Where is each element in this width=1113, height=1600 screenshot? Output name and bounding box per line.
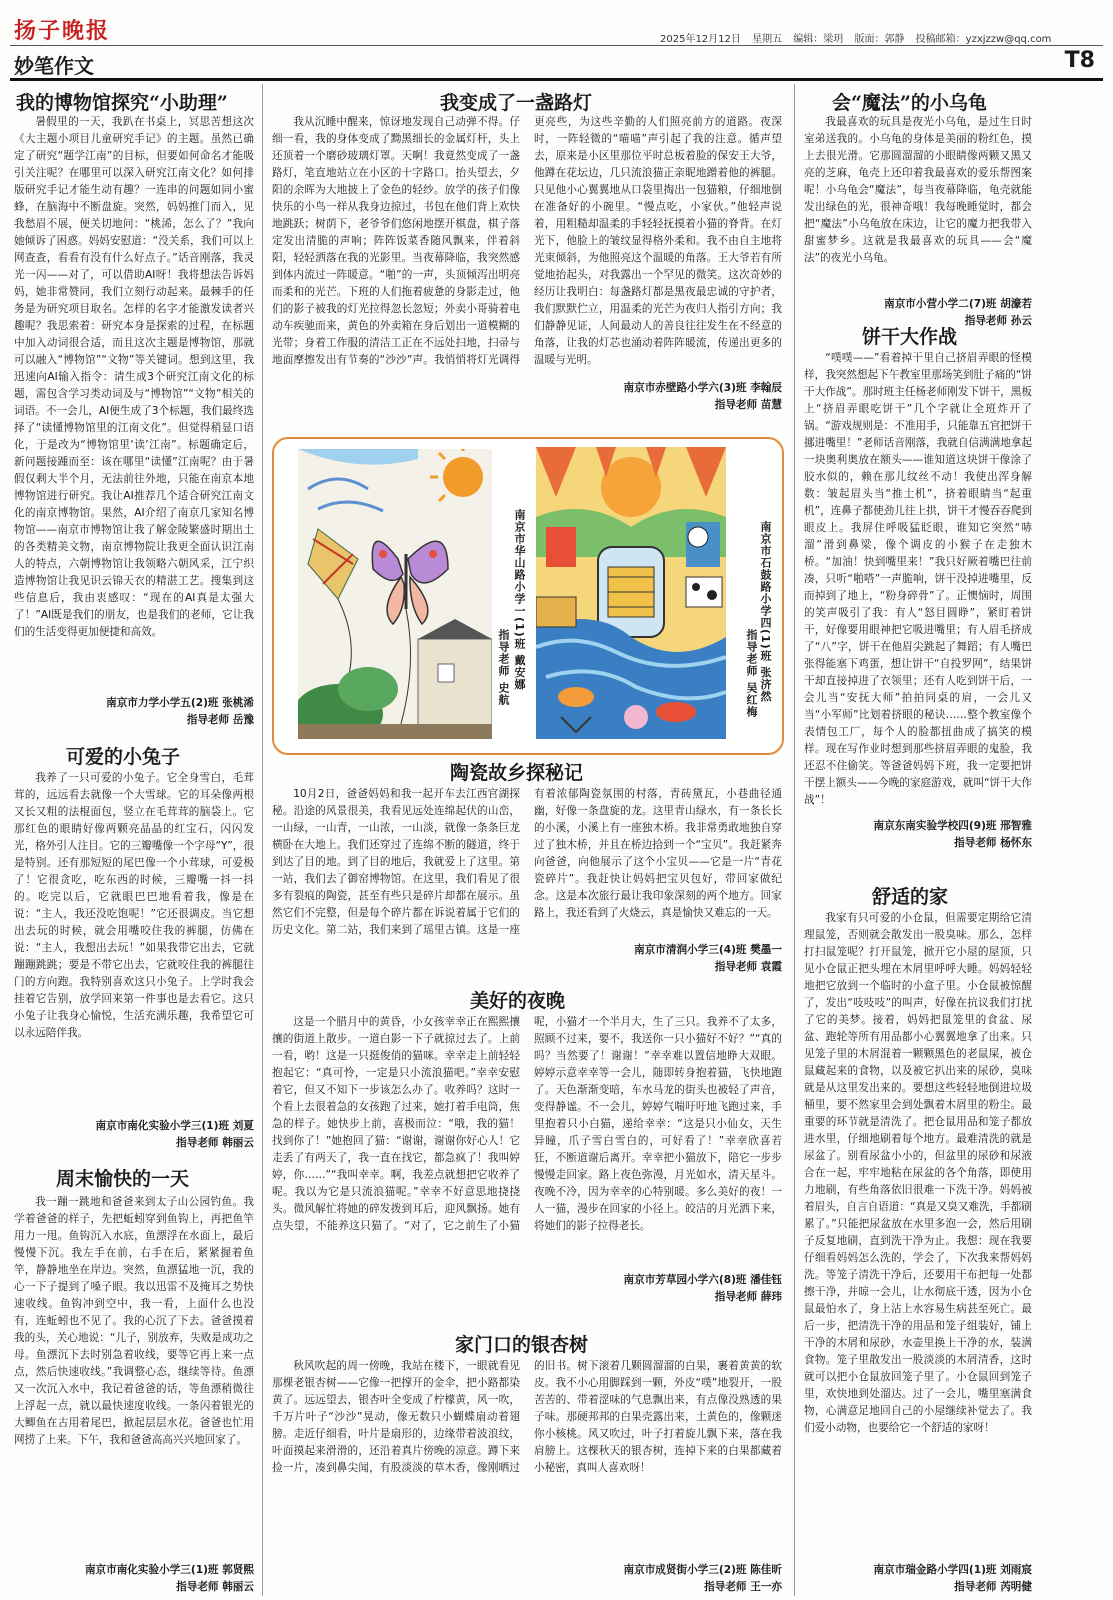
issue-weekday: 星期五 bbox=[752, 34, 783, 45]
article-title: 我变成了一盏路灯 bbox=[440, 92, 593, 114]
article-teacher: 指导老师 韩丽云 bbox=[176, 1581, 254, 1593]
article-teacher: 指导老师 芮明健 bbox=[954, 1581, 1032, 1593]
article-title: 舒适的家 bbox=[872, 886, 949, 908]
article-title: 陶瓷故乡探秘记 bbox=[450, 762, 584, 784]
article-body: 我最喜欢的玩具是夜光小乌龟，是过生日时室弟送我的。小乌龟的身体是美丽的粉红色，摸上去很光滑。它那圆溜溜的小眼睛像两颗又黑又亮的芝麻，龟壳上还印着我最喜欢的爱乐帮图案呢！小乌龟会“魔法”，每当夜幕降临，龟壳就能发出绿色的光，很神奇哦！我每晚睡觉时，都会把“魔法”小乌龟放在床边，让它的魔力把我带入甜蜜梦乡。这就是我最喜欢的玩具——会“魔法”的夜光小乌龟。 bbox=[804, 116, 1032, 264]
article-title: 可爱的小兔子 bbox=[66, 746, 181, 768]
header-rule bbox=[10, 45, 1103, 46]
article-school: 南京市成贤街小学三(2)班 陈佳昕 bbox=[623, 1564, 782, 1576]
article-title: 会“魔法”的小乌龟 bbox=[832, 92, 987, 114]
article-body: 我家有只可爱的小仓鼠，但需要定期给它清理鼠笼，否则就会散发出一股臭味。那么，怎样打扫鼠笼呢？打开鼠笼，掀开它小屋的屋顶，只见小仓鼠正把头埋在木屑里呼呼大睡。妈妈轻轻地把它放到一个临时的小盒子里。小仓鼠被惊醒了，发出“吱吱吱”的叫声，好像在抗议我们打扰了它的美梦。接着，妈妈把鼠笼里的食盆、尿盆、跑轮等所有用品都小心翼翼地拿了出来。只见笼子里的木屑混着一颗颗黑色的老鼠屎，被仓鼠藏起来的食物，以及被它扒出来的尿砂，臭味就是从这里发出来的。要想这些轻轻地倒进垃圾桶里，要不然家里会到处飘着木屑里的粉尘。最重要的环节就是清洗了。把仓鼠用品和笼子都放进水里，仔细地刷着每个地方。最难清洗的就是尿盆了。别看尿盆小小的，但盆里的尿砂和尿液合在一起，牢牢地粘在尿盆的各个角落，即使用力地刷，有些角落依旧很难一下洗干净。妈妈被着眉头，自言自语道：“真是又臭又难洗，手都刷累了。”只能把尿盆放在水里多泡一会，然后用刷子反复地刷，直到洗干净为止。我想：现在我要仔细看妈妈怎么洗的，学会了，下次我来帮妈妈洗。等笼子清洗干净后，还要用干布把每一处都擦干净，并晾一会儿，让水彻底干透，因为小仓鼠最怕水了，身上沾上水容易生病甚至死亡。最后一步，把清洗干净的用品和笼子组装好，铺上干净的木屑和尿砂，水壶里换上干净的水，装满食物。笼子里散发出一股淡淡的木屑清香，这时就可以把小仓鼠放回笼子里了。小仓鼠回到笼子里，欢快地到处溜达。过了一会儿，嘴里塞满食物，心满意足地回自己的小屋继续补觉去了。我们爱小动物，也要给它一个舒适的家呀！ bbox=[804, 912, 1032, 1434]
article-title: 美好的夜晚 bbox=[470, 990, 566, 1012]
column-divider bbox=[794, 84, 795, 1596]
article-teacher: 指导老师 韩丽云 bbox=[176, 1137, 254, 1149]
article-title: 周末愉快的一天 bbox=[56, 1168, 190, 1190]
article-school: 南京市力学小学五(2)班 张桃浠 bbox=[106, 697, 254, 709]
artwork-caption: 南京市华山路小学一(1)班 戴安娜 bbox=[513, 509, 526, 691]
article-body: 我从沉睡中醒来，惊讶地发现自己动弹不得。仔细一看，我的身体变成了黝黑细长的金属灯杆，头上还顶着一个磨砂玻璃灯罩。天啊！我竟然变成了一盏路灯，笔直地站立在小区的十字路口。抬头望去，夕阳的余晖为大地披上了金色的轻纱。放学的孩子们像快乐的小鸟一样从我身边掠过，书包在他们背上欢快地跳跃；树荫下，老爷爷们悠闲地摆开棋盘，棋子落定发出清脆的声响；阵阵饭菜香随风飘来，伴着斜阳，轻轻洒落在我的光影里。当夜幕降临，我突然感到体内流过一阵暖意。“啪”的一声，头顶倾泻出明亮而柔和的光芒。下班的人们拖着疲惫的身影走过，他们的影子被我的灯光拉得忽长忽短；外卖小哥骑着电动车疾驰而来，黄色的外卖箱在身后划出一道模糊的光带；身着工作服的清洁工正在不远处扫地，扫帚与地面摩擦发出有节奏的“沙沙”声。我悄悄将灯光调得更亮些，为这些辛勤的人们照亮前方的道路。夜深时，一阵轻微的“喵喵”声引起了我的注意。循声望去，原来是小区里那位平时总板着脸的保安王大爷，他蹲在花坛边，几只流浪猫正亲昵地蹭着他的裤腿。只见他小心翼翼地从口袋里掏出一包猫粮，仔细地倒在准备好的小碗里。“慢点吃，小家伙。”他轻声说着，用粗糙却温柔的手轻轻抚摸着小猫的脊背。在灯光下，他脸上的皱纹显得格外柔和。我不由自主地将光束倾斜，为他照亮这个温暖的角落。王大爷若有所觉地抬起头，对我露出一个罕见的微笑。这次奇妙的经历让我明白：每盏路灯都是黑夜最忠诚的守护者，我们默默伫立，用温柔的光芒为夜归人指引方向；我们静静见证，人间最动人的善良往往发生在不经意的角落，让我的灯芯也涌动着阵阵暖流，传递出更多的温暖与光明。 bbox=[272, 116, 782, 366]
article-title: 饼干大作战 bbox=[862, 326, 958, 348]
article-teacher: 指导老师 袁霞 bbox=[714, 961, 782, 973]
article-title: 家门口的银杏树 bbox=[455, 1334, 589, 1356]
article-teacher: 指导老师 杨怀东 bbox=[954, 837, 1032, 849]
issue-meta bbox=[660, 30, 1059, 45]
article-body: 暑假里的一天，我趴在书桌上，冥思苦想这次《大主题小项目儿童研究手记》的主题。虽然已确定了研究“题学江南”的目标，但要如何命名才能吸引关注呢？在哪里可以深入研究江南文化？如何排版研究手记才能生动有趣？一连串的问题如同小蜜蜂，在脑海中不断盘旋。突然，妈妈推门而入，见我愁眉不展，便关切地问：“桃浠，怎么了？”我向她倾诉了困惑。妈妈安慰道：“没关系，我们可以上网查查，看看有没有什么好点子。”话音刚落，我灵光一闪——对了，可以借助AI呀！我将想法告诉妈妈，她非常赞同，我们立刻行动起来。最棘手的任务是为研究项目取名。怎样的名字才能激发读者兴趣呢？我思索着：研究本身是探索的过程，在标题中加入动词很合适，而且这次主题是博物馆，那就可以融入“博物馆”“文物”等关键词。想到这里，我迅速向AI输入指令：请生成3个研究江南文化的标题，需包含学习类动词及与“博物馆”“文物”相关的词语。不一会儿，AI便生成了3个标题，我们最终选择了“读懂博物馆里的江南文化”。但觉得稍显口语化，于是改为“博物馆里‘读’江南”。标题确定后，新问题接踵而至：该在哪里“读懂”江南呢？由于暑假仅剩大半个月，无法前往外地，只能在南京本地博物馆进行研究。我让AI推荐几个适合研究江南文化的南京博物馆。果然，AI介绍了南京几家知名博物馆——南京市博物馆让我了解金陵繁盛时期出土的各类精美文物，南京博物院让我更全面认识江南人的特点，六朝博物馆让我领略六朝风采，江宁织造博物馆让我见识云锦天衣的精湛工艺。搜集到这些信息后，我由衷感叹：“现在的AI真是太强大了！”AI既是我们的朋友，也是我们的老师，它让我们的生活变得更加便捷和高效。 bbox=[14, 116, 254, 638]
article-body: 秋风吹起的周一傍晚，我站在楼下，一眼就看见那棵老银杏树——它像一把撑开的金伞，把小路都染黄了。远远望去，银杏叶全变成了柠檬黄，风一吹，千万片叶子“沙沙”晃动，像无数只小蝴蝶扇动着翅膀。走近仔细看，叶片是扇形的，边缘带着波浪纹，叶面摸起来滑滑的，还沿着真片傍晚的凉意。蹲下来捡一片，凑到鼻尖闻，有股淡淡的草木香，像刚晒过的旧书。树下滚着几颗圆溜溜的白果，裹着黄黄的软皮。我不小心用脚踩到一颗，外皮“噗”地裂开，一股苦苦的、带着涩味的气息飘出来，有点像没熟透的果子味。那硬邦邦的白果壳露出来，土黄色的，像颗迷你小核桃。风又吹过，叶子打着旋儿飘下来，落在我肩膀上。这棵秋天的银杏树，连掉下来的白果都藏着小秘密，真叫人喜欢呀！ bbox=[272, 1360, 782, 1474]
article-teacher: 指导老师 薛玮 bbox=[714, 1291, 782, 1303]
butterfly-painting bbox=[298, 449, 492, 739]
article-teacher: 指导老师 王一亦 bbox=[704, 1581, 782, 1593]
article-school: 南京市南化实验小学三(1)班 郭贤熙 bbox=[84, 1564, 254, 1576]
article-school: 南京市瑞金路小学四(1)班 刘雨宸 bbox=[873, 1564, 1032, 1576]
article-school: 南京市南化实验小学三(1)班 刘夏 bbox=[95, 1120, 254, 1132]
artwork-teacher: 指导老师 吴红梅 bbox=[745, 629, 758, 718]
article-teacher: 指导老师 苗慧 bbox=[714, 399, 782, 411]
article-teacher: 指导老师 岳豫 bbox=[186, 714, 254, 726]
article-school: 南京市芳草园小学六(8)班 潘佳钰 bbox=[623, 1274, 782, 1286]
article-title: 我的博物馆探究“小助理” bbox=[16, 92, 228, 114]
artwork-caption: 南京市石鼓路小学四(1)班 张济然 bbox=[759, 521, 772, 703]
article-teacher: 指导老师 孙云 bbox=[964, 315, 1032, 327]
article-school: 南京市赤壁路小学六(3)班 李翰辰 bbox=[623, 382, 782, 394]
article-school: 南京市清润小学三(4)班 樊墨一 bbox=[634, 944, 782, 956]
artwork-panel bbox=[272, 437, 784, 755]
article-body: 这是一个腊月中的黄昏，小女孩幸幸正在熙熙攘攘的街道上散步。一道白影一下子就掠过去了。上前一看，哟！这是一只挺俊俏的猫咪。幸幸走上前轻轻抱起它：“真可怜，一定是只小流浪猫吧。”幸幸安慰着它，但又不知下一步该怎么办了。收养吗？这时一个看上去很着急的女孩跑了过来，她打着手电筒，焦急的样子。她快步上前，喜极而泣：“哦，我的猫！找到你了！”她抱回了猫：“谢谢，谢谢你好心人！它走丢了有两天了，我一直在找它，都急疯了！我叫婷婷，你……”“我叫幸幸。啊，我差点就想把它收养了呢。我以为它是只流浪猫呢。”幸幸不好意思地挠挠头。微风解忙将她的碎发拨到耳后，迎风飘扬。她有点失望，不能养这只猫了。“对了，它之前生了小猫呢，小猫才一个半月大，生了三只。我养不了太多，照顾不过来，要不，我送你一只小猫好不好？”“真的吗？当然要了！谢谢！”幸幸难以置信地睁大双眼。婷婷示意幸幸等一会儿，随即转身抱着猫，飞快地跑了。天色渐渐变暗，车水马龙的街头也被轻了声音，变得静谧。不一会儿，婷婷气喘吁吁地飞跑过来，手里抱着只小白猫，递给幸幸：“这是只小仙女，天生异瞳，爪子雪白雪白的，可好看了！”幸幸欣喜若狂，不断道谢后离开。幸幸把小猫放下，陪它一步步慢慢走回家。路上夜色弥漫，月光如水，清天星斗。夜晚不冷，因为幸幸的心特别暖。多么美好的夜！一人一猫，漫步在回家的小径上。皎洁的月光洒下来，将她们的影子拉得老长。 bbox=[272, 1016, 782, 1232]
article-school: 南京市小营小学二(7)班 胡濠若 bbox=[884, 298, 1032, 310]
section-rule bbox=[10, 78, 1103, 81]
masthead: 扬子晚报 bbox=[14, 18, 111, 44]
article-body: 我养了一只可爱的小兔子。它全身雪白，毛茸茸的，远远看去就像一个大雪球。它的耳朵像两根又长又粗的法棍面包，竖立在毛茸茸的脑袋上。它那红色的眼睛好像两颗亮晶晶的红宝石，闪闪发光，格外引人注目。它的三瓣嘴像一个字母“Y”，很是特别。还有那短短的尾巴像一个小茸球，可爱极了！它很贪吃，吃东西的时候，三瓣嘴一抖一抖的。吃完以后，它就眼巴巴地看着我，像是在说：“主人，我还没吃饱呢！”它还很调皮。当它想出去玩的时候，就会用嘴咬住我的裤腿，仿佛在说：“主人，我想出去玩！”如果我带它出去，它就蹦蹦跳跳；要是不带它出去，它就咬住我的裤腿往门的方向跑。我特别喜欢这只小兔子。上学时我会挂着它告别，放学回来第一件事也是去看它。这只小兔子让我身心愉悦，生活充满乐趣，我希望它可以永远陪伴我。 bbox=[14, 772, 254, 1039]
artwork-teacher: 指导老师 史航 bbox=[497, 629, 510, 706]
article-body: 我一蹦一跳地和爸爸来到太子山公园钓鱼。我学着爸爸的样子，先把蚯蚓穿到鱼钩上，再把鱼竿用力一甩。鱼钩沉入水底，鱼漂浮在水面上，最后慢慢下沉。我左手在前，右手在后，紧紧握着鱼竿，静静地坐在岸边。突然，鱼漂猛地一沉，我的心一下子提到了嗓子眼。我以迅雷不及掩耳之势快速收线。鱼钩冲到空中，我一看，上面什么也没有，连蚯蚓也不见了。我的心沉了下去。爸爸摸着我的头，关心地说：“儿子，别放弃，失败是成功之母。鱼漂沉下去时别急着收线，要等它再上来一点点，然后快速收线。”我调整心态，继续等待。鱼漂又一次沉入水中，我记着爸爸的话，等鱼漂稍微往上浮起一点，就以最快速度收线。一条闪着银光的大鲫鱼在古用着尾巴，掀起层层水花。爸爸也忙用网捞了上来。下午，我和爸爸高高兴兴地回家了。 bbox=[14, 1196, 254, 1446]
town-painting bbox=[536, 447, 726, 739]
article-school: 南京东南实验学校四(9)班 邢智雅 bbox=[873, 820, 1032, 832]
article-body: “噗噗——”看着掉干里自己挤眉弄眼的怪模样，我突然想起下午教室里那场笑到肚子痛的“饼干大作战”。那时班主任杨老师刚发下饼干，黑板上“挤眉弄眼吃饼干”几个字就让全班炸开了锅。“游戏规则是：不准用手，只能靠五官把饼干挪进嘴里！”老师话音刚落，我就自信满满地拿起一块奥利奥放在额头——谁知道这块饼干像涂了胶水似的，赖在那儿纹丝不动！我使出浑身解数：皱起眉头当“推土机”，挤着眼睛当“起重机”，连鼻子都使劲儿往上拱，饼干才慢吞吞爬到眼皮上。我屏住呼吸猛眨眼，谁知它突然“哧溜”滑到鼻梁，像个调皮的小猴子在走独木桥。“加油！快到嘴里来！”我只好厥着嘴巴往前凑，只听“啪嗒”一声脆响，饼干没掉进嘴里，反而掉到了地上，“粉身碎骨”了。正懊恼时，周围的笑声吸引了我：有人“怒目圆睁”，紧盯着饼干，好像要用眼神把它吸进嘴里；有人眉毛挤成了“八”字，饼干在他眉尖跳起了舞蹈；有人嘴巴张得能塞下鸡蛋，想让饼干“自投罗网”，结果饼干却直接掉进了衣领里；还有人吃到饼干后，一会儿当“安抚大师”拍拍同桌的肩，一会儿又当“小军师”比划着挤眼的秘诀……整个教室像个表情包工厂，每个人的脸都扭曲成了搞笑的模样。现在写作业时想到那些挤眉弄眼的鬼脸，我还忍不住偷笑。等爸爸妈妈下班，我一定要把饼干摆上额头——今晚的家庭游戏，就叫“饼干大作战”！ bbox=[804, 352, 1032, 806]
section-title: 妙笔作文 bbox=[14, 54, 94, 78]
layout-editor: 版面：郭静 bbox=[854, 34, 905, 45]
editor: 编辑：梁玥 bbox=[793, 34, 844, 45]
page-number: T8 bbox=[1064, 48, 1095, 73]
issue-date: 2025年12月12日 bbox=[660, 34, 741, 45]
article-body: 10月2日，爸爸妈妈和我一起开车去江西官湖探秘。沿途的风景很美，我看见远处连绵起伏的山峦，一山绿，一山青，一山浓，一山淡，就像一条条巨龙横卧在大地上。我们还穿过了连绵不断的隧道，终于到达了目的地。到了目的地后，我就爱上了这里。第一站，我们去了御窑博物馆。在这里，我们看见了很多有裂痕的陶瓷，甚至有些只是碎片却都在展示。虽然它们不完整，但是每个碎片都在诉说着属于它们的历史文化。第二站，我们来到了瑶里古镇。这是一座有着浓郁陶瓷氛围的村落，青砖黛瓦，小巷曲径通幽，好像一条盘旋的龙。这里青山绿水，有一条长长的小溪，小溪上有一座独木桥。我非常勇敢地独自穿过了独木桥，并且在桥边拾到一个“宝贝”。我赶紧奔向爸爸，向他展示了这个小宝贝——它是一片“青花瓷碎片”。我赶快让妈妈把宝贝包好，带回家做纪念。这是本次旅行最让我印象深刻的两个地方。回家路上，我还看到了火烧云，真是愉快又难忘的一天。 bbox=[272, 788, 782, 936]
column-divider bbox=[262, 84, 263, 1596]
submission-email: 投稿邮箱：yzxjzzw@qq.com bbox=[915, 34, 1052, 45]
